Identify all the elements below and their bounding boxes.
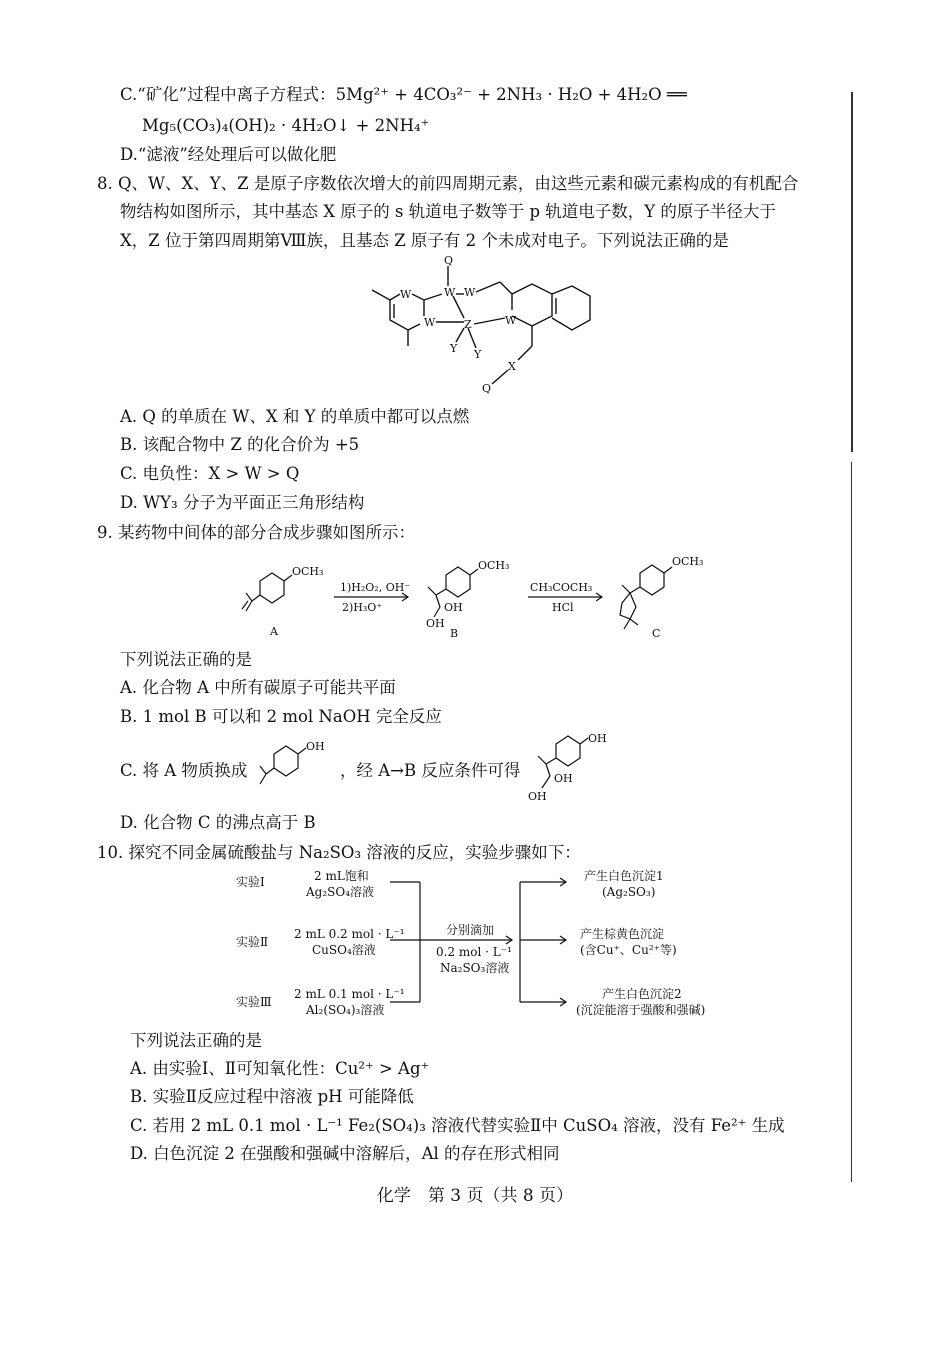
atom-w-left: W — [400, 288, 412, 301]
res1-line2: (Ag₂SO₃) — [602, 885, 656, 899]
q8-option-d: D. WY₃ 分子为平面正三角形结构 — [120, 493, 365, 512]
binding-margin-line — [851, 462, 852, 1182]
atom-w-lower: W — [424, 316, 436, 329]
atom-w-top: W — [444, 286, 456, 299]
q9-b-oh1: OH — [444, 601, 463, 614]
exp2-label: 实验Ⅱ — [236, 935, 269, 949]
page-footer: 化学 第 3 页（共 8 页） — [376, 1186, 574, 1206]
q9-option-c-product — [520, 730, 610, 805]
q9-step1-bottom: 2)H₃O⁺ — [342, 601, 383, 614]
q10-option-b: B. 实验Ⅱ反应过程中溶液 pH 可能降低 — [130, 1087, 414, 1106]
q9-label-c: C — [652, 627, 661, 640]
q9-ask: 下列说法正确的是 — [120, 650, 252, 669]
exp1-label: 实验Ⅰ — [236, 875, 265, 889]
q9-option-b: B. 1 mol B 可以和 2 mol NaOH 完全反应 — [120, 707, 442, 726]
res2-line2: (含Cu⁺、Cu²⁺等) — [580, 943, 677, 957]
atom-w-mid: W — [464, 286, 476, 299]
atom-z: Z — [464, 318, 472, 331]
q10-ask: 下列说法正确的是 — [130, 1031, 262, 1050]
q9-stem: 9. 某药物中间体的部分合成步骤如图所示： — [97, 523, 415, 542]
atom-y-right: Y — [474, 348, 482, 361]
q10-option-c: C. 若用 2 mL 0.1 mol · L⁻¹ Fe₂(SO₄)₃ 溶液代替实验Ⅱ中 CuSO₄ 溶液，没有 Fe²⁺ 生成 — [130, 1116, 785, 1135]
res3-line1: 产生白色沉淀2 — [602, 987, 682, 1001]
q10-option-a: A. 由实验Ⅰ、Ⅱ可知氧化性：Cu²⁺ > Ag⁺ — [130, 1059, 430, 1078]
exp1-line1: 2 mL饱和 — [314, 869, 369, 883]
q9-option-c-reactant — [248, 738, 338, 788]
q8-stem-line1: 8. Q、W、X、Y、Z 是原子序数依次增大的前四周期元素，由这些元素和碳元素构成的有机配合 — [97, 174, 799, 193]
q8-stem-line2: 物结构如图所示，其中基态 X 原子的 s 轨道电子数等于 p 轨道电子数，Y 的原子半径大于 — [120, 202, 776, 221]
q9-option-c-mid: ，经 A→B 反应条件可得 — [340, 761, 521, 780]
q9-option-c-pre: C. 将 A 物质换成 — [120, 761, 248, 780]
exp3-line1: 2 mL 0.1 mol · L⁻¹ — [294, 987, 405, 1001]
q9-label-b: B — [450, 627, 459, 640]
atom-q-top: Q — [444, 254, 454, 267]
q9-c-product-oh3: OH — [528, 790, 547, 803]
mid-line3: Na₂SO₃溶液 — [440, 961, 510, 975]
q9-step2-bottom: HCl — [552, 601, 574, 614]
exp1-line2: Ag₂SO₄溶液 — [306, 885, 375, 899]
q9-option-a: A. 化合物 A 中所有碳原子可能共平面 — [120, 678, 396, 697]
q7-option-d: D.“滤液”经处理后可以做化肥 — [120, 145, 337, 164]
q9-c-reactant-oh: OH — [306, 740, 325, 753]
mid-line2: 0.2 mol · L⁻¹ — [436, 945, 512, 959]
q8-complex-structure — [360, 252, 590, 397]
q7-option-c-line1: C.“矿化”过程中离子方程式：5Mg²⁺ + 4CO₃²⁻ + 2NH₃ · H₂O + 4H₂O ══ — [120, 85, 687, 104]
q7-option-c-line2: Mg₅(CO₃)₄(OH)₂ · 4H₂O↓ + 2NH₄⁺ — [142, 116, 430, 135]
q9-synthesis-scheme — [230, 553, 704, 648]
res3-line2: (沉淀能溶于强酸和强碱) — [576, 1003, 706, 1017]
q9-step2-top: CH₃COCH₃ — [530, 581, 593, 594]
q8-option-a: A. Q 的单质在 W、X 和 Y 的单质中都可以点燃 — [120, 407, 470, 426]
exp2-line2: CuSO₄溶液 — [312, 943, 376, 957]
q9-c-product-oh1: OH — [588, 732, 607, 745]
binding-margin-line — [851, 92, 853, 452]
q9-b-och3: OCH₃ — [478, 559, 510, 572]
exp3-line2: Al₂(SO₄)₃溶液 — [306, 1003, 385, 1017]
exp3-label: 实验Ⅲ — [236, 995, 272, 1009]
atom-w-right: W — [505, 314, 517, 327]
q9-b-oh2: OH — [426, 617, 445, 630]
exp2-line1: 2 mL 0.2 mol · L⁻¹ — [294, 927, 405, 941]
atom-y-left: Y — [450, 342, 458, 355]
q9-option-d: D. 化合物 C 的沸点高于 B — [120, 813, 316, 832]
q10-experiment-flowchart — [230, 866, 730, 1026]
atom-x: X — [508, 360, 516, 373]
q9-step1-top: 1)H₂O₂, OH⁻ — [340, 581, 411, 594]
res2-line1: 产生棕黄色沉淀 — [580, 927, 665, 941]
q10-stem: 10. 探究不同金属硫酸盐与 Na₂SO₃ 溶液的反应，实验步骤如下： — [97, 843, 581, 862]
q10-option-d: D. 白色沉淀 2 在强酸和强碱中溶解后，Al 的存在形式相同 — [130, 1144, 560, 1163]
q9-c-product-oh2: OH — [554, 772, 573, 785]
mid-line1: 分别滴加 — [446, 923, 495, 937]
q8-option-c: C. 电负性：X > W > Q — [120, 464, 300, 483]
q8-stem-line3: X，Z 位于第四周期第Ⅷ族，且基态 Z 原子有 2 个未成对电子。下列说法正确的是 — [120, 231, 729, 250]
q8-option-b: B. 该配合物中 Z 的化合价为 +5 — [120, 435, 360, 454]
q9-a-och3: OCH₃ — [292, 565, 324, 578]
atom-q-bottom: Q — [482, 382, 492, 395]
q9-label-a: A — [270, 625, 278, 638]
q9-c-och3: OCH₃ — [672, 555, 704, 568]
res1-line1: 产生白色沉淀1 — [584, 869, 664, 883]
